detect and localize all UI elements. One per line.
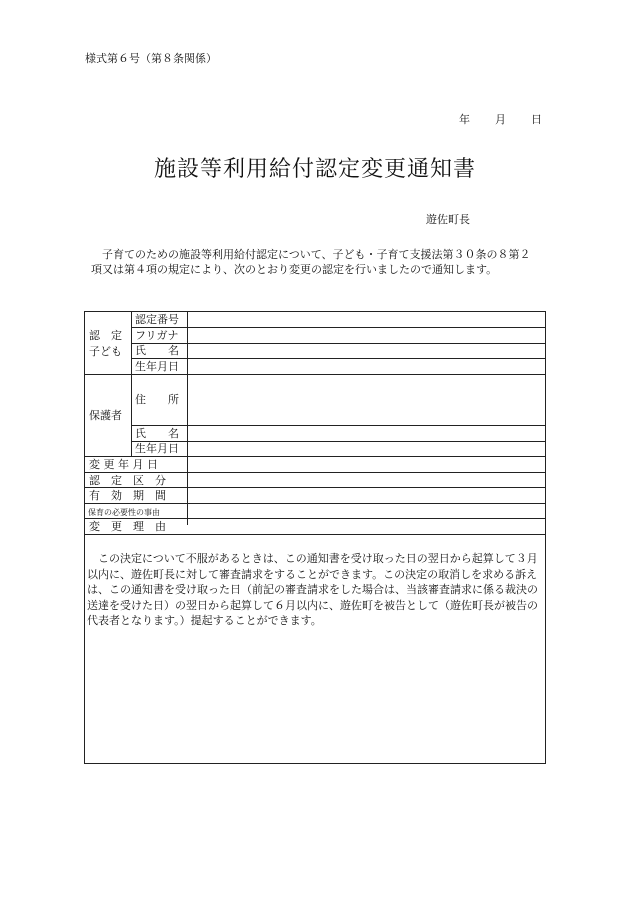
- table-line: [85, 374, 546, 375]
- childcare-need-reason-label: 保育の必要性の事由: [88, 508, 160, 517]
- date-year-label: 年: [459, 113, 470, 126]
- guardian-row-label: 氏 名: [135, 427, 179, 440]
- table-line: [131, 441, 546, 442]
- guardian-row-label: 生年月日: [135, 442, 179, 455]
- date-month-label: 月: [495, 113, 506, 126]
- issuer-name: 遊佐町長: [426, 213, 470, 226]
- child-row-label: フリガナ: [135, 329, 179, 342]
- child-group-label-line1: 認 定: [89, 329, 122, 342]
- child-row-label: 生年月日: [135, 360, 179, 373]
- date-day-label: 日: [531, 113, 542, 126]
- form-number: 様式第６号（第８条関係）: [85, 52, 217, 65]
- table-line: [131, 327, 546, 328]
- appeal-notice: この決定について不服があるときは、この通知書を受け取った日の翌日から起算して３月以内に、遊佐町長に対して審査請求をすることができます。この決定の取消しを求める訴えは、この通知書を受け取った日（前記の審査請求をした場合は、当該審査請求に係る裁決の送達を受けた日）の翌日から起算して６月以内に、遊佐町を被告として（遊佐町長が被告の代表者となります。）提起することができます。: [87, 552, 538, 627]
- table-divider: [131, 312, 132, 456]
- child-row-label: 氏 名: [135, 344, 179, 357]
- guardian-group-label: 保護者: [89, 409, 122, 422]
- notice-body: 子育てのための施設等利用給付認定について、子ども・子育て支援法第３０条の８第２項又は第４項の規定により、次のとおり変更の認定を行いましたので通知します。: [91, 248, 531, 276]
- table-line: [85, 503, 546, 504]
- table-line: [85, 534, 546, 535]
- certification-category-label: 認 定 区 分: [89, 474, 166, 487]
- change-reason-label: 変 更 理 由: [89, 520, 166, 533]
- form-table: [84, 311, 546, 764]
- change-date-label: 変 更 年 月 日: [89, 458, 158, 471]
- child-group-label-line2: 子ども: [89, 345, 122, 358]
- table-line: [131, 358, 546, 359]
- table-line: [131, 425, 546, 426]
- table-line: [131, 343, 546, 344]
- valid-period-label: 有 効 期 間: [89, 489, 166, 502]
- document-title: 施設等利用給付認定変更通知書: [153, 157, 476, 182]
- guardian-row-label: 住 所: [135, 393, 179, 406]
- child-row-label: 認定番号: [135, 313, 179, 326]
